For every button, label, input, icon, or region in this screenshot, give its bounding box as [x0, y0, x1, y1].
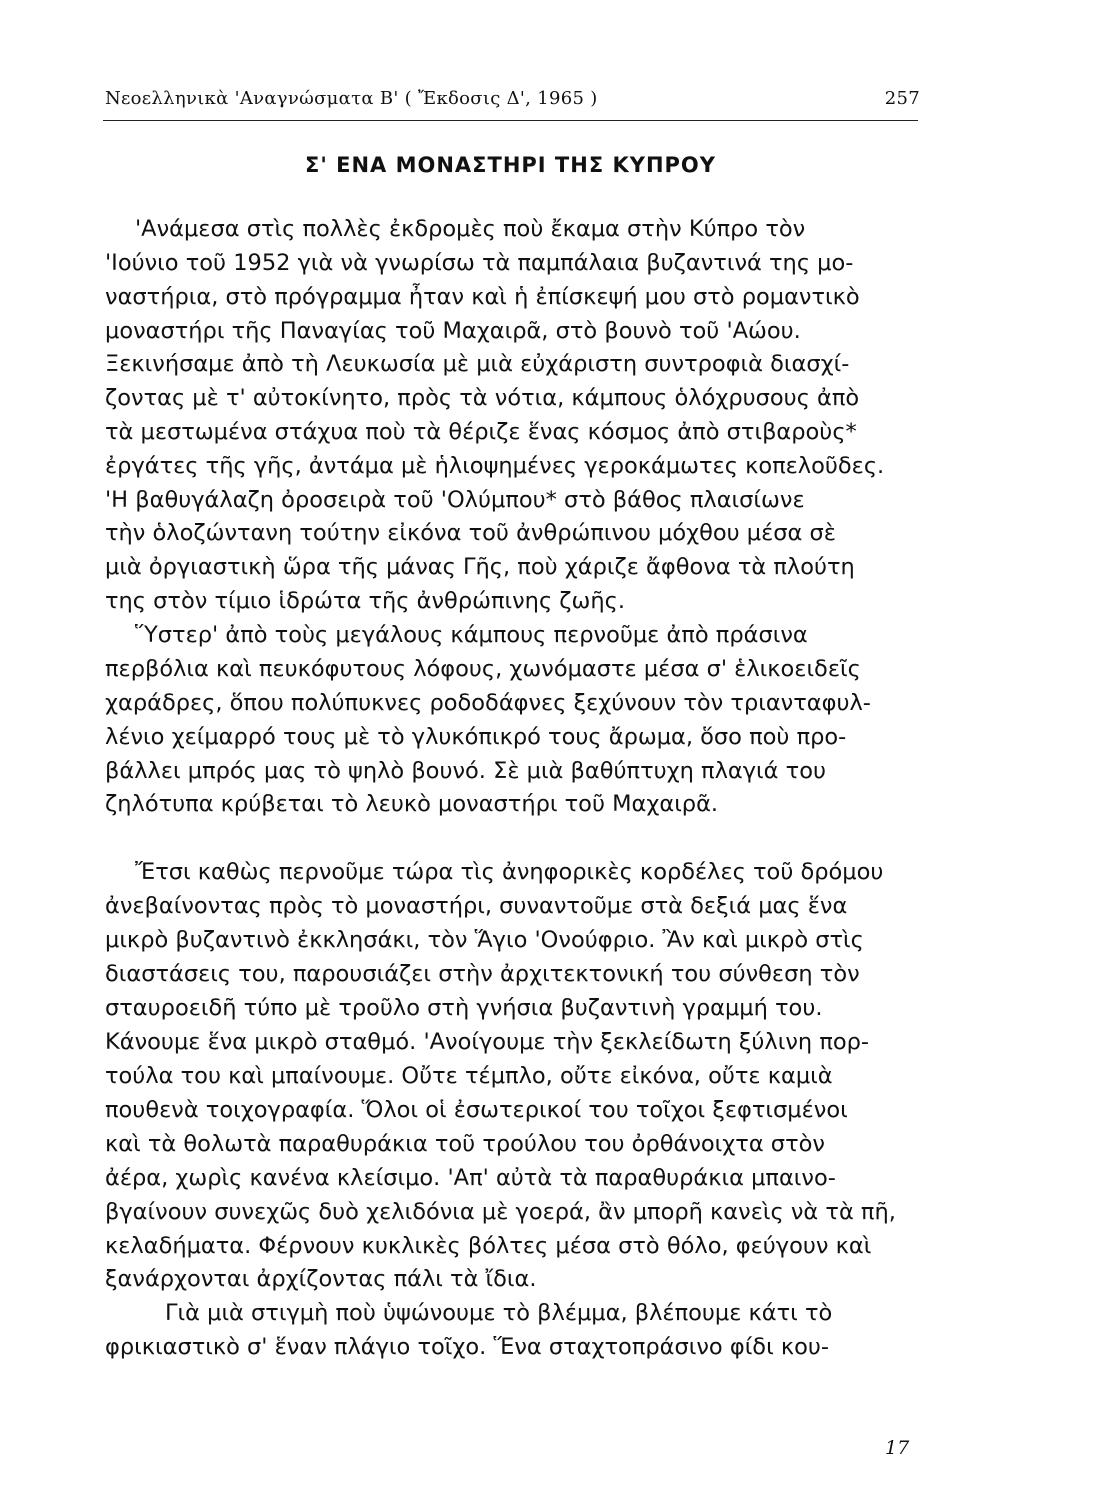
- text-line: τούλα του καὶ μπαίνουμε. Οὔτε τέμπλο, οὔτε εἰκόνα, οὔτε καμιὰ: [105, 1063, 833, 1089]
- text-line: ξανάρχονται ἀρχίζοντας πάλι τὰ ἴδια.: [105, 1266, 537, 1292]
- text-line: λένιο χείμαρρό τους μὲ τὸ γλυκόπικρό τους ἄρωμα, ὅσο ποὺ προ-: [105, 724, 847, 750]
- signature-mark: 17: [885, 1437, 910, 1459]
- header-page-number: 257: [884, 88, 920, 109]
- running-header: [105, 86, 920, 116]
- text-line: 'Ανάμεσα στὶς πολλὲς ἐκδρομὲς ποὺ ἔκαμα στὴν Κύπρο τὸν: [135, 216, 806, 242]
- text-line: βάλλει μπρός μας τὸ ψηλὸ βουνό. Σὲ μιὰ βαθύπτυχη πλαγιά του: [105, 758, 826, 784]
- text-line: χαράδρες, ὅπου πολύπυκνες ροδοδάφνες ξεχύνουν τὸν τριανταφυλ-: [105, 690, 871, 716]
- text-line: τὰ μεστωμένα στάχυα ποὺ τὰ θέριζε ἕνας κόσμος ἀπὸ στιβαροὺς*: [105, 419, 857, 445]
- text-line: της στὸν τίμιο ἱδρώτα τῆς ἀνθρώπινης ζωῆς.: [105, 588, 625, 614]
- text-line: Κάνουμε ἕνα μικρὸ σταθμό. 'Ανοίγουμε τὴν ξεκλείδωτη ξύλινη πορ-: [105, 1029, 870, 1055]
- header-rule: [103, 120, 918, 121]
- chapter-title: Σ' ΕΝΑ ΜΟΝΑΣΤΗΡΙ ΤΗΣ ΚΥΠΡΟΥ: [305, 153, 716, 177]
- header-book-title: Νεοελληνικὰ 'Αναγνώσματα Β' ( Ἔκδοσις Δ', 1965 ): [105, 88, 598, 109]
- text-line: διαστάσεις του, παρουσιάζει στὴν ἀρχιτεκτονική του σύνθεση τὸν: [105, 961, 860, 987]
- text-line: Γιὰ μιὰ στιγμὴ ποὺ ὑψώνουμε τὸ βλέμμα, βλέπουμε κάτι τὸ: [165, 1300, 833, 1326]
- text-line: ἐργάτες τῆς γῆς, ἀντάμα μὲ ἡλιοψημένες γεροκάμωτες κοπελοῦδες.: [105, 453, 885, 479]
- text-line: ζηλότυπα κρύβεται τὸ λευκὸ μοναστήρι τοῦ Μαχαιρᾶ.: [105, 791, 719, 817]
- text-line: τὴν ὁλοζώντανη τούτην εἰκόνα τοῦ ἀνθρώπινου μόχθου μέσα σὲ: [105, 520, 836, 546]
- text-line: κελαδήματα. Φέρνουν κυκλικὲς βόλτες μέσα στὸ θόλο, φεύγουν καὶ: [105, 1233, 872, 1259]
- text-line: 'Ιούνιο τοῦ 1952 γιὰ νὰ γνωρίσω τὰ παμπάλαια βυζαντινά της μο-: [105, 250, 854, 276]
- text-line: ἀέρα, χωρὶς κανένα κλείσιμο. 'Απ' αὐτὰ τὰ παραθυράκια μπαινο-: [105, 1165, 836, 1191]
- text-line: βγαίνουν συνεχῶς δυὸ χελιδόνια μὲ γοερά, ἂν μπορῆ κανεὶς νὰ τὰ πῆ,: [105, 1199, 896, 1225]
- text-line: περβόλια καὶ πευκόφυτους λόφους, χωνόμαστε μέσα σ' ἑλικοειδεῖς: [105, 656, 861, 682]
- text-line: φρικιαστικὸ σ' ἕναν πλάγιο τοῖχο. Ἕνα σταχτοπράσινο φίδι κου-: [105, 1334, 829, 1360]
- text-line: σταυροειδῆ τύπο μὲ τροῦλο στὴ γνήσια βυζαντινὴ γραμμή του.: [105, 995, 823, 1021]
- text-line: ναστήρια, στὸ πρόγραμμα ἦταν καὶ ἡ ἐπίσκεψή μου στὸ ρομαντικὸ: [105, 284, 860, 310]
- text-line: Ὕστερ' ἀπὸ τοὺς μεγάλους κάμπους περνοῦμε ἀπὸ πράσινα: [135, 622, 808, 648]
- text-line: καὶ τὰ θολωτὰ παραθυράκια τοῦ τρούλου του ὀρθάνοιχτα στὸν: [105, 1131, 825, 1157]
- text-line: ζοντας μὲ τ' αὐτοκίνητο, πρὸς τὰ νότια, κάμπους ὁλόχρυσους ἀπὸ: [105, 385, 860, 411]
- text-line: μοναστήρι τῆς Παναγίας τοῦ Μαχαιρᾶ, στὸ βουνὸ τοῦ 'Αώου.: [105, 318, 801, 344]
- text-line: Ἔτσι καθὼς περνοῦμε τώρα τὶς ἀνηφορικὲς κορδέλες τοῦ δρόμου: [135, 859, 884, 885]
- text-line: ἀνεβαίνοντας πρὸς τὸ μοναστήρι, συναντοῦμε στὰ δεξιά μας ἕνα: [105, 893, 848, 919]
- text-line: Ξεκινήσαμε ἀπὸ τὴ Λευκωσία μὲ μιὰ εὐχάριστη συντροφιὰ διασχί-: [105, 351, 850, 377]
- text-line: 'Η βαθυγάλαζη ὀροσειρὰ τοῦ 'Ολύμπου* στὸ βάθος πλαισίωνε: [105, 487, 805, 513]
- text-line: μιὰ ὀργιαστικὴ ὥρα τῆς μάνας Γῆς, ποὺ χάριζε ἄφθονα τὰ πλούτη: [105, 554, 855, 580]
- text-line: μικρὸ βυζαντινὸ ἐκκλησάκι, τὸν Ἅγιο 'Ονούφριο. Ἂν καὶ μικρὸ στὶς: [105, 927, 864, 953]
- text-line: πουθενὰ τοιχογραφία. Ὅλοι οἱ ἐσωτερικοί του τοῖχοι ξεφτισμένοι: [105, 1097, 848, 1123]
